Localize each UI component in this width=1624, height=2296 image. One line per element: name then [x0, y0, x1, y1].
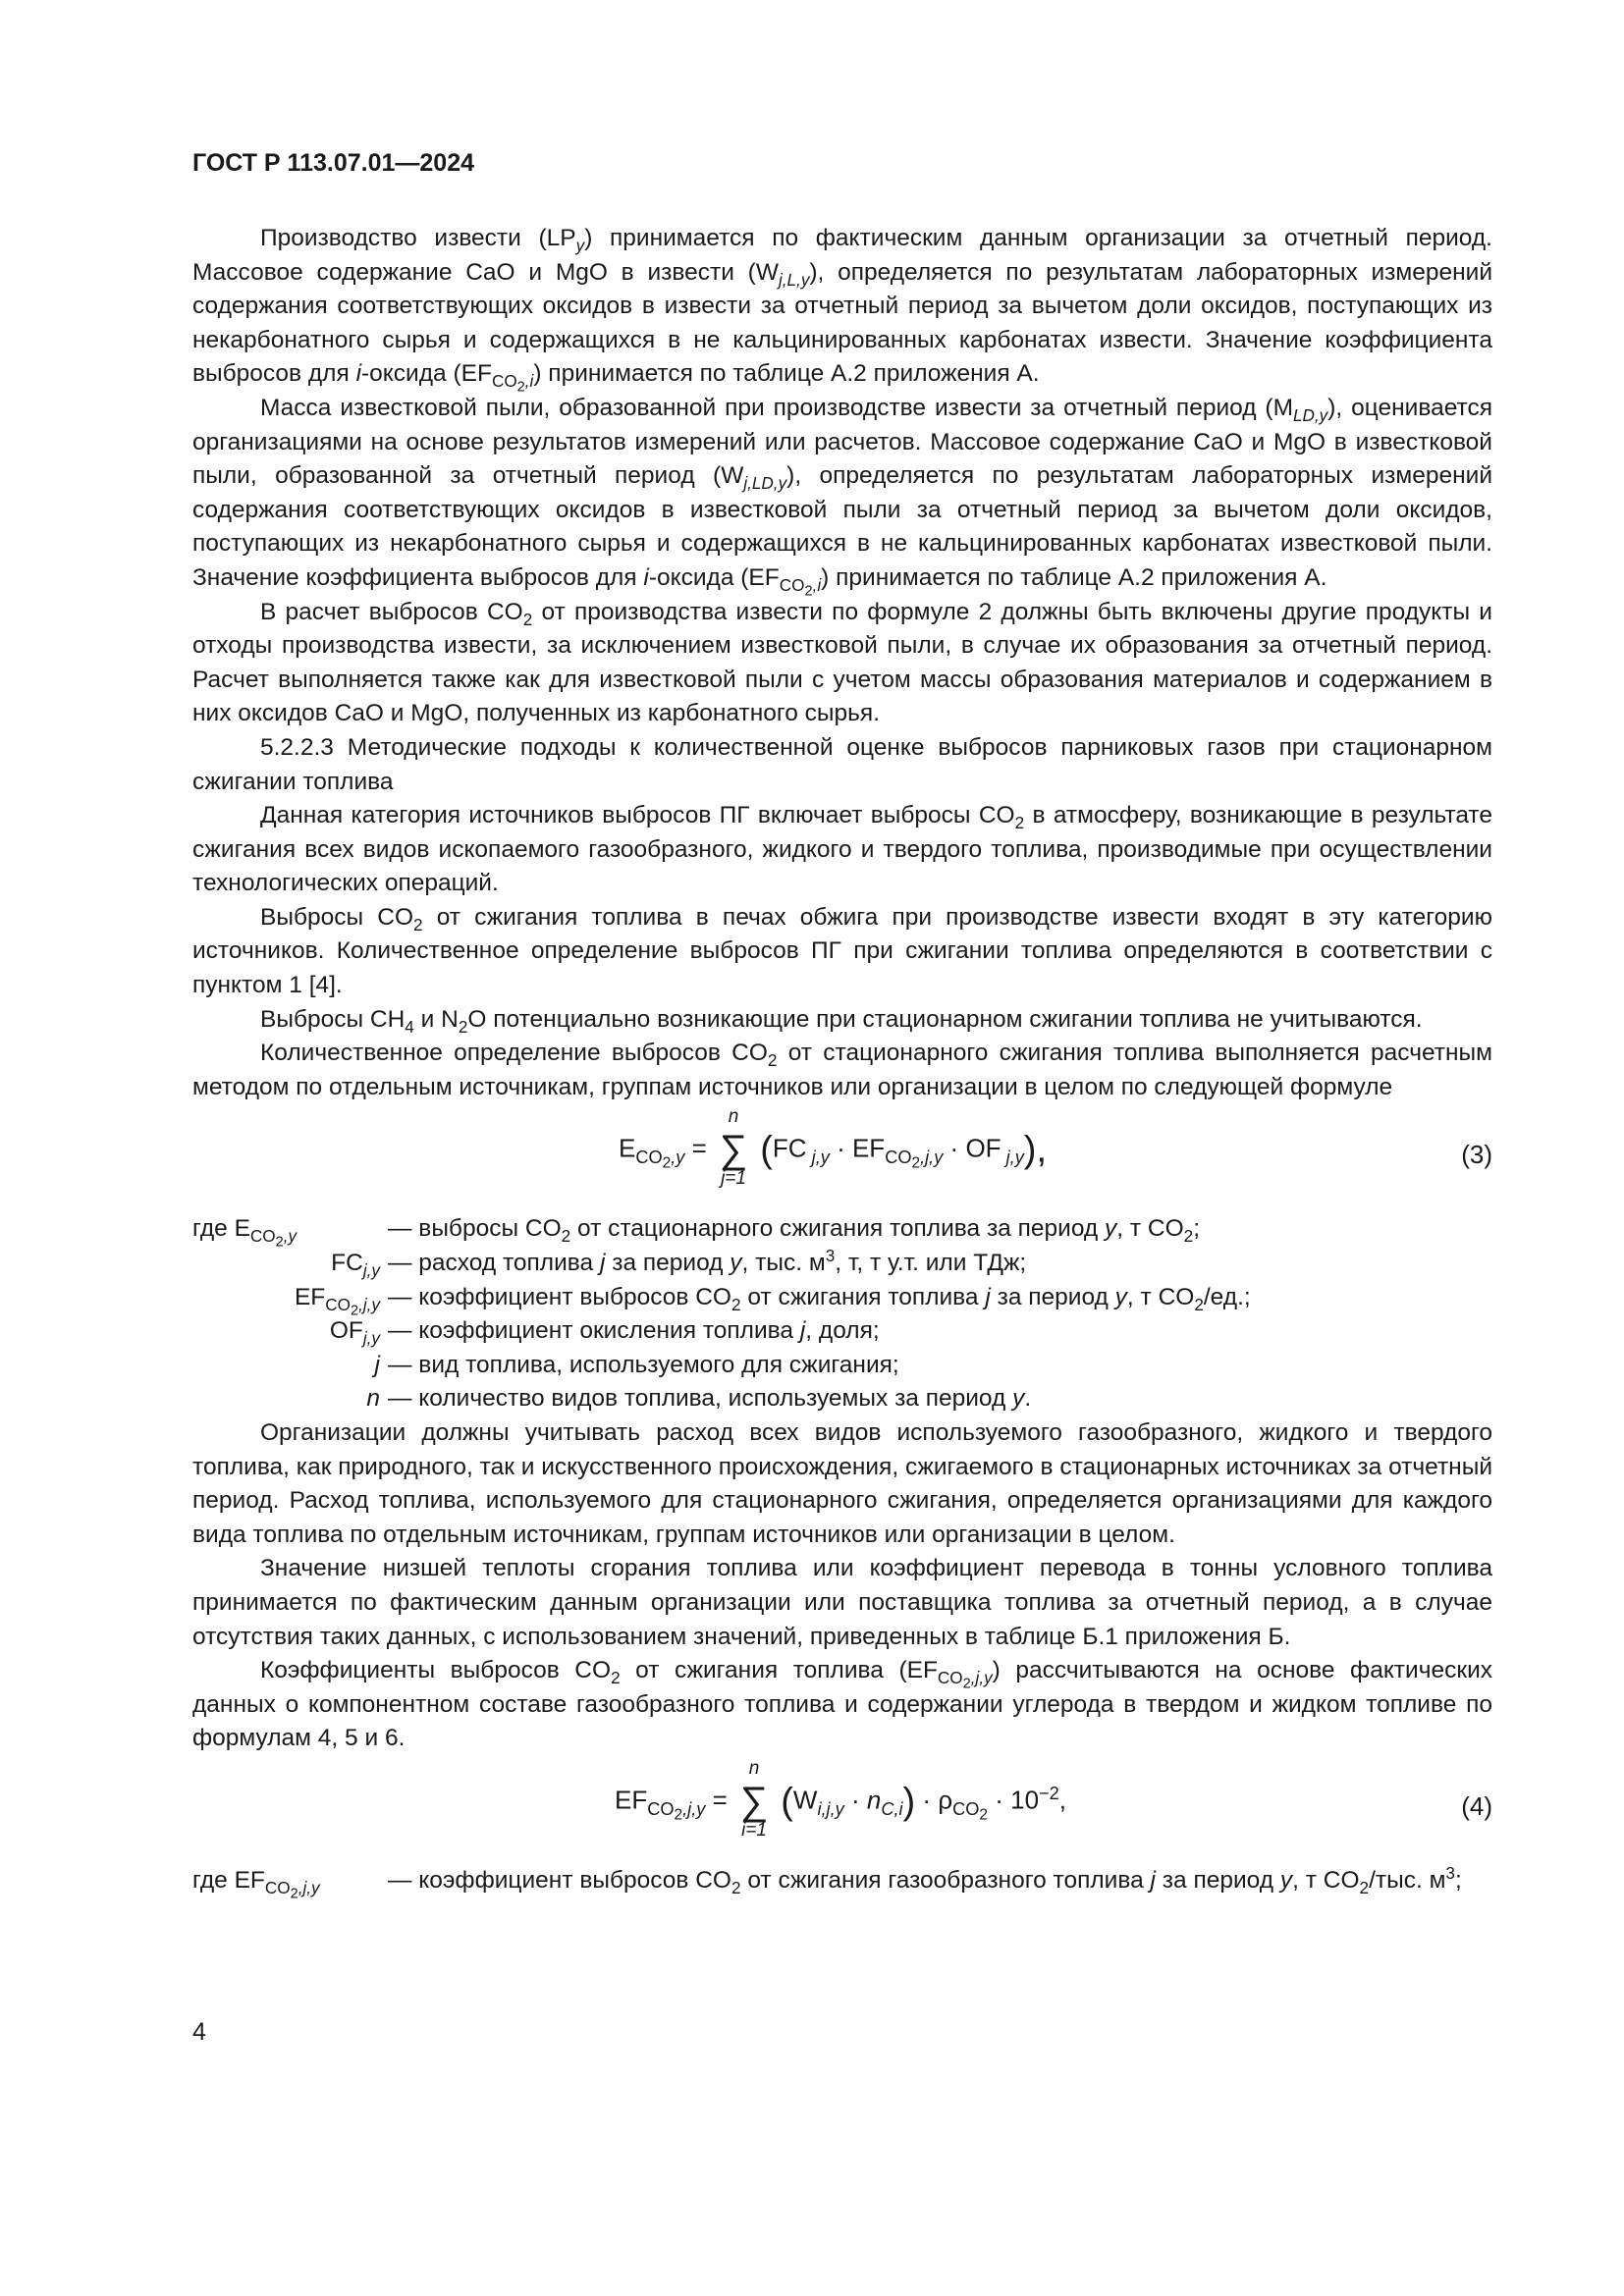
definition-row: $FC_{j,y}$ — расход топлива j за период y, тыс. $м^3$, т, т у.т. или ТДж;	[331, 1245, 1027, 1280]
formula-4-expression: $EF_{CO_2,j,y}$ = n ∑ i=1 $(W_{i,j,y} \cdot n_{C,i}) \cdot \rho_{CO_2} \cdot 10^{-2}$,	[615, 1757, 1067, 1841]
definition-row: $OF_{j,y}$ — коэффициент окисления топлива j, доля;	[329, 1317, 880, 1349]
formula-3-definitions	[192, 1212, 1492, 1416]
paragraph: В расчет выбросов $CO_2$ от производства извести по формуле 2 должны быть включены другие продукты и отходы производства извести, за исключением известковой пыли, в случае их образования за отчетный период. Расчет выполняется также как для известковой пыли с учетом массы образования материалов и содержанием в них оксидов CaO и MgO, полученных из карбонатного сырья.	[192, 598, 1492, 727]
document-header: ГОСТ Р 113.07.01—2024	[192, 149, 475, 177]
definition-row: где $E_{CO_2,y}$ — выбросы $CO_2$ от стационарного сжигания топлива за период y, т $CO_2$;	[192, 1215, 1201, 1251]
paragraph: Коэффициенты выбросов $CO_2$ от сжигания топлива $(EF_{CO_2,j,y})$ рассчитываются на основе фактических данных о компонентном составе газообразного топлива и содержании углерода в твердом и жидком топливе по формулам 4, 5 и 6.	[192, 1657, 1493, 1752]
definition-row: n — количество видов топлива, используемых за период y.	[366, 1385, 1032, 1413]
summation-symbol: n ∑ j=1	[719, 1106, 748, 1190]
definition-row: где $EF_{CO_2,j,y}$ — коэффициент выбросов $CO_2$ от сжигания газообразного топлива j за период y, т $CO_2$/тыс. $м^3$;	[192, 1862, 1462, 1902]
paragraph: Выбросы $CO_2$ от сжигания топлива в печах обжига при производстве извести входят в эту категорию источников. Количественное определение выбросов ПГ при сжигании топлива определяются в соответствии с пунктом 1 [4].	[192, 903, 1492, 999]
page-body	[192, 222, 1493, 1902]
page-number: 4	[192, 2018, 206, 2046]
paragraph: Данная категория источников выбросов ПГ включает выбросы $CO_2$ в атмосферу, возникающие в результате сжигания всех видов ископаемого газообразного, жидкого и твердого топлива, производимые при осуществлении технологических операций.	[192, 802, 1492, 897]
formula-4-number: (4)	[1461, 1790, 1492, 1821]
paragraph: Организации должны учитывать расход всех видов используемого газообразного, жидкого и твердого топлива, как природного, так и искусственного происхождения, сжигаемого в стационарных источниках за отчетный период. Расход топлива, используемого для стационарного сжигания, определяется организациями для каждого вида топлива по отдельным источникам, группам источников или организации в целом.	[192, 1419, 1492, 1548]
definition-row: j — вид топлива, используемого для сжигания;	[374, 1351, 899, 1378]
formula-4-definitions	[192, 1862, 1492, 1902]
section-heading: 5.2.2.3 Методические подходы к количественной оценке выбросов парниковых газов при стационарном сжигании топлива	[192, 733, 1492, 795]
formula-3-number: (3)	[1461, 1140, 1492, 1170]
definition-row: $EF_{CO_2,j,y}$ — коэффициент выбросов $CO_2$ от сжигания топлива j за период y, т $CO_2/ед$.;	[294, 1283, 1251, 1318]
formula-4	[192, 1756, 1492, 1858]
paragraph: Выбросы $CH_4$ и $N_2O$ потенциально возникающие при стационарном сжигании топлива не учитываются.	[260, 1005, 1423, 1037]
paragraph: Значение низшей теплоты сгорания топлива или коэффициент перевода в тонны условного топлива принимается по фактическим данным организации или поставщика топлива за отчетный период, а в случае отсутствия таких данных, с использованием значений, приведенных в таблице Б.1 приложения Б.	[192, 1555, 1492, 1650]
formula-3	[192, 1104, 1492, 1206]
formula-3-expression: $E_{CO_2,y}$ = n ∑ j=1 (FC $_{j,y} \cdot EF_{CO_2,j,y}$ · OF $_{j,y}$),	[619, 1106, 1048, 1190]
paragraph: Производство извести $(LP_y)$ принимается по фактическим данным организации за отчетный период. Массовое содержание CaO и MgO в извести $(W_{j,L,y})$, определяется по результатам лабораторных измерений содержания соответствующих оксидов в извести за отчетный период за вычетом доли оксидов, поступающих из некарбонатного сырья и содержащихся в не кальцинированных карбонатах извести. Значение коэффициента выбросов для i-оксида $(EF_{CO_2,i})$ принимается по таблице А.2 приложения А.	[192, 225, 1493, 396]
paragraph: Масса известковой пыли, образованной при производстве извести за отчетный период $(M_{LD,y})$, оценивается организациями на основе результатов измерений или расчетов. Массовое содержание CaO и MgO в известковой пыли, образованной за отчетный период $(W_{j,LD,y})$, определяется по результатам лабораторных измерений содержания соответствующих оксидов в известковой пыли за отчетный период за вычетом доли оксидов, поступающих из некарбонатного сырья и содержащихся в не кальцинированных карбонатах известковой пыли. Значение коэффициента выбросов для i-оксида $(EF_{CO_2,i})$ принимается по таблице А.2 приложения А.	[192, 394, 1492, 600]
summation-symbol: n ∑ i=1	[739, 1757, 769, 1841]
paragraph: Количественное определение выбросов $CO_2$ от стационарного сжигания топлива выполняется расчетным методом по отдельным источникам, группам источников или организации в целом по следующей формуле	[192, 1040, 1492, 1100]
